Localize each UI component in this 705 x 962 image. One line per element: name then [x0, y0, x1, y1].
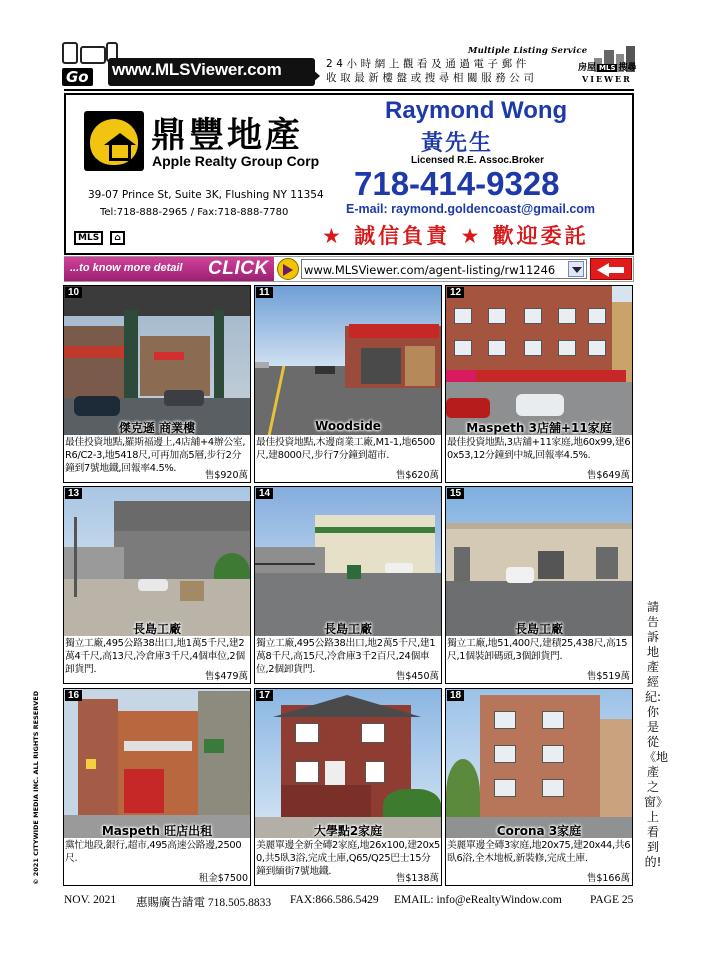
click-prompt: ...to know more detail — [70, 262, 183, 274]
listing-price: 售$920萬 — [203, 467, 248, 481]
listing-number: 14 — [256, 488, 273, 499]
listing-photo — [255, 286, 441, 435]
listing-card[interactable] — [63, 486, 251, 684]
listing-number: 17 — [256, 690, 273, 701]
listing-title: Maspeth 3店舖+11家庭 — [466, 421, 612, 435]
listing-price: 租金$7500 — [197, 870, 248, 884]
listing-photo — [64, 689, 250, 838]
listing-card[interactable] — [445, 688, 633, 886]
listing-card[interactable] — [445, 486, 633, 684]
listing-number: 11 — [256, 287, 273, 298]
company-name-en: Apple Realty Group Corp — [152, 153, 320, 169]
promo-line-1: 24小時網上觀看及通過電子郵件 — [326, 58, 530, 70]
listing-price: 售$450萬 — [394, 668, 439, 682]
listing-description: 最佳投資地點,木邊商業工廠,M1-1,地6500尺,建8000尺,步行7分鐘到超市. — [256, 437, 435, 461]
listing-description: 美麗單邊全新全磚2家庭,地26x100,建20x50,共5臥3浴,完成土庫,Q65/Q25巴士15分鐘到緬街7號地鐵. — [256, 840, 440, 877]
header-url[interactable]: www.MLSViewer.com — [112, 60, 282, 79]
listing-price: 售$620萬 — [394, 467, 439, 481]
listing-description: 美麗單邊全磚3家庭,地20x75,建20x44,共6臥6浴,全木地板,新裝修,完成土庫. — [447, 840, 631, 864]
mls-badge-icon: MLS — [74, 231, 103, 245]
side-note: 請告訴地產經紀:你是從《地產之窗》上看到的! — [644, 600, 669, 869]
listing-price: 售$138萬 — [394, 870, 439, 884]
listing-description: 黨忙地段,銀行,超市,495高速公路邊,2500尺. — [65, 840, 242, 864]
listing-price: 售$519萬 — [585, 668, 630, 682]
service-title: Multiple Listing Service — [468, 46, 588, 56]
listing-card[interactable] — [445, 285, 633, 483]
company-tel-fax: Tel:718-888-2965 / Fax:718-888-7780 — [100, 207, 289, 218]
listing-title: 長島工廠 — [514, 622, 563, 636]
click-label[interactable]: CLICK — [208, 258, 269, 279]
equal-housing-icon: ⌂ — [110, 231, 124, 245]
footer-email[interactable]: EMAIL: info@eRealtyWindow.com — [394, 894, 562, 906]
logo-viewer: VIEWER — [582, 74, 632, 84]
listing-title: Maspeth 旺店出租 — [101, 824, 213, 838]
agent-phone[interactable]: 718-414-9328 — [354, 165, 560, 202]
listing-photo — [446, 286, 632, 435]
listing-title: Corona 3家庭 — [496, 824, 582, 838]
logo-cn: 房屋 MLS 搜尋 — [578, 63, 637, 73]
listing-number: 16 — [65, 690, 82, 701]
listing-description: 獨立工廠,495公路38出口,地1萬5千尺,建2萬4千尺,高13尺,冷倉庫3千尺,4個車位,2個卸貨門. — [65, 638, 245, 675]
listing-number: 18 — [447, 690, 464, 701]
go-label: Go — [62, 68, 93, 86]
listing-card[interactable] — [254, 486, 442, 684]
listing-title: 長島工廠 — [323, 622, 372, 636]
header-divider — [64, 89, 634, 91]
mls-viewer-logo — [578, 38, 644, 90]
listing-card[interactable] — [254, 285, 442, 483]
listing-description: 獨立工廠,地51,400尺,建積25,438尺,高15尺,1個裝卸碼頭,3個卸貨門. — [447, 638, 628, 662]
footer-fax: FAX:866.586.5429 — [290, 894, 379, 906]
listing-price: 售$479萬 — [203, 668, 248, 682]
agent-license: Licensed R.E. Assoc.Broker — [411, 155, 545, 166]
go-arrow-icon[interactable] — [277, 258, 299, 280]
realtor-badges — [74, 231, 129, 245]
copyright-notice: © 2021 CITYWIDE MEDIA INC. ALL RIGHTS RESERVED — [32, 690, 40, 885]
chevron-down-icon[interactable] — [568, 261, 584, 277]
listing-number: 12 — [447, 287, 464, 298]
footer-page: PAGE 25 — [590, 894, 634, 906]
agent-url-value: www.MLSViewer.com/agent-listing/rw11246 — [304, 263, 556, 277]
header-promo — [326, 57, 576, 85]
listing-card[interactable] — [63, 285, 251, 483]
listing-card[interactable] — [254, 688, 442, 886]
listing-title: 傑克遜 商業樓 — [118, 421, 196, 435]
listing-photo — [446, 689, 632, 838]
listing-number: 15 — [447, 488, 464, 499]
apple-realty-logo — [84, 111, 144, 171]
listing-title: Woodside — [315, 419, 381, 433]
listing-price: 售$649萬 — [585, 467, 630, 481]
back-arrow-icon[interactable] — [590, 258, 632, 280]
listing-number: 10 — [65, 287, 82, 298]
agent-url-field[interactable] — [301, 259, 587, 279]
listing-description: 獨立工廠,495公路38出口,地2萬5千尺,建1萬8千尺,高15尺,冷倉庫3千2百尺,24個車位,2個卸貨門. — [256, 638, 436, 675]
listing-card[interactable] — [63, 688, 251, 886]
listing-title: 長島工廠 — [132, 622, 181, 636]
agent-slogan: ★ 誠信負責 ★ 歡迎委託 — [322, 224, 589, 248]
listing-description: 最佳投資地點,3店舖+11家庭,地60x99,建60x53,12分鐘到中城,回報率4.5%. — [447, 437, 631, 461]
phone-icon — [62, 42, 78, 64]
listing-number: 13 — [65, 488, 82, 499]
agent-email[interactable]: E-mail: raymond.goldencoast@gmail.com — [346, 202, 596, 216]
listing-photo — [446, 487, 632, 636]
listing-description: 最佳投資地點,羅斯福邊上,4店舖+4辦公室,R6/C2-3,地5418尺,可再加高5層,步行2分鐘到7號地鐵,回報率4.5%. — [65, 437, 246, 474]
agent-name: Raymond Wong — [385, 97, 568, 124]
promo-line-2: 收取最新樓盤或搜尋相關服務公司 — [326, 72, 538, 84]
listing-photo — [255, 689, 441, 838]
listing-price: 售$166萬 — [585, 870, 630, 884]
listing-photo — [64, 487, 250, 636]
laptop-icon — [80, 46, 106, 64]
footer-ad-hotline: 惠賜廣告請電 718.505.8833 — [136, 897, 272, 909]
listing-photo — [64, 286, 250, 435]
header-arrow-icon — [311, 68, 320, 84]
footer-issue: NOV. 2021 — [64, 894, 117, 906]
listing-title: 大學點2家庭 — [313, 824, 383, 838]
agent-name-cn: 黃先生 — [421, 131, 494, 156]
listing-photo — [255, 487, 441, 636]
company-name-cn: 鼎豐地產 — [151, 115, 304, 156]
company-address: 39-07 Prince St, Suite 3K, Flushing NY 11354 — [88, 189, 324, 201]
apple-icon — [90, 119, 138, 165]
